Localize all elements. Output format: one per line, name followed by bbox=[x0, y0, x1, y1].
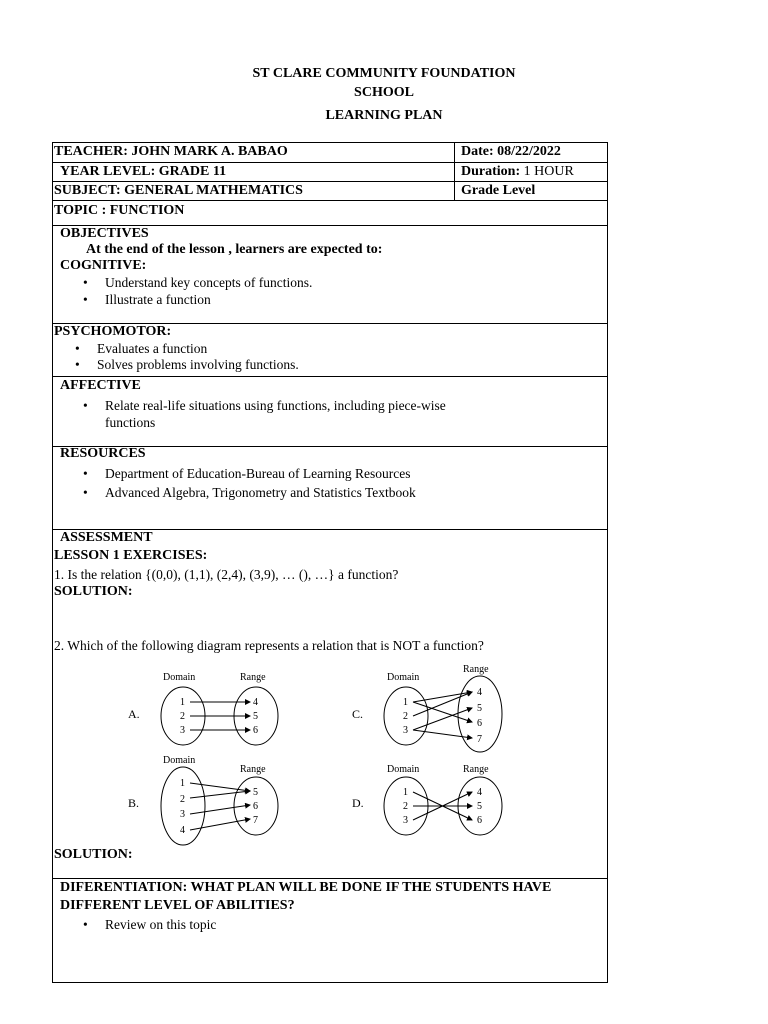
range-value: 5 bbox=[253, 711, 258, 722]
differentiation-title: DIFERENTIATION: WHAT PLAN WILL BE DONE IF THE STUDENTS HAVE bbox=[60, 880, 552, 895]
diagram-c bbox=[352, 664, 502, 752]
teacher-cell: TEACHER: JOHN MARK A. BABAO bbox=[54, 144, 288, 159]
diagram-d-label: D. bbox=[352, 796, 364, 810]
domain-value: 3 bbox=[403, 725, 408, 736]
domain-value: 4 bbox=[180, 825, 185, 836]
objectives-intro: At the end of the lesson , learners are expected to: bbox=[86, 242, 383, 257]
grade-level-cell: Grade Level bbox=[461, 183, 536, 198]
objectives-title: OBJECTIVES bbox=[60, 226, 149, 241]
domain-label: Domain bbox=[163, 755, 196, 766]
duration-cell bbox=[461, 164, 574, 180]
affective-item: • Relate real-life situations using functions, including piece-wise bbox=[105, 398, 446, 414]
psychomotor-title: PSYCHOMOTOR: bbox=[54, 324, 172, 339]
range-value: 7 bbox=[477, 734, 482, 745]
assessment-title: ASSESSMENT bbox=[60, 530, 153, 545]
question-1: 1. Is the relation {(0,0), (1,1), (2,4), (3,9), … (), …} a function? bbox=[54, 567, 399, 582]
school-name: ST CLARE COMMUNITY FOUNDATION bbox=[252, 66, 516, 81]
range-value: 4 bbox=[253, 697, 258, 708]
solution-2-label: SOLUTION: bbox=[54, 847, 133, 862]
domain-label: Domain bbox=[163, 672, 196, 683]
domain-value: 2 bbox=[403, 801, 408, 812]
range-label: Range bbox=[463, 664, 489, 675]
range-label: Range bbox=[463, 764, 489, 775]
range-value: 6 bbox=[253, 725, 258, 736]
domain-value: 1 bbox=[403, 697, 408, 708]
mapping-arrow bbox=[413, 692, 472, 702]
topic-cell: TOPIC : FUNCTION bbox=[54, 203, 185, 218]
domain-value: 2 bbox=[180, 794, 185, 805]
range-value: 6 bbox=[253, 801, 258, 812]
domain-value: 2 bbox=[403, 711, 408, 722]
differentiation-item: • Review on this topic bbox=[105, 917, 216, 933]
range-value: 5 bbox=[253, 787, 258, 798]
domain-value: 3 bbox=[180, 809, 185, 820]
row-divider bbox=[52, 200, 608, 201]
range-value: 6 bbox=[477, 718, 482, 729]
question-2: 2. Which of the following diagram represents a relation that is NOT a function? bbox=[54, 638, 484, 653]
range-label: Range bbox=[240, 764, 266, 775]
column-divider bbox=[454, 142, 455, 200]
range-label: Range bbox=[240, 672, 266, 683]
diagram-a-label: A. bbox=[128, 707, 140, 721]
range-value: 4 bbox=[477, 687, 482, 698]
diagram-d bbox=[352, 764, 502, 835]
domain-value: 3 bbox=[403, 815, 408, 826]
range-value: 5 bbox=[477, 703, 482, 714]
resources-title: RESOURCES bbox=[60, 446, 146, 461]
diagram-b-label: B. bbox=[128, 796, 140, 810]
diagram-a bbox=[128, 672, 278, 745]
range-value: 7 bbox=[253, 815, 258, 826]
affective-item-continued: functions bbox=[105, 415, 156, 430]
row-divider bbox=[52, 878, 608, 879]
mapping-diagrams bbox=[0, 650, 608, 850]
range-value: 4 bbox=[477, 787, 482, 798]
row-divider bbox=[52, 376, 608, 377]
mapping-arrow bbox=[190, 791, 250, 798]
resource-item: • Advanced Algebra, Trigonometry and Statistics Textbook bbox=[105, 485, 416, 501]
domain-value: 1 bbox=[180, 697, 185, 708]
range-value: 6 bbox=[477, 815, 482, 826]
domain-label: Domain bbox=[387, 672, 420, 683]
row-divider bbox=[52, 181, 608, 182]
affective-title: AFFECTIVE bbox=[60, 378, 141, 393]
range-value: 5 bbox=[477, 801, 482, 812]
cognitive-title: COGNITIVE: bbox=[60, 258, 147, 273]
row-divider bbox=[52, 162, 608, 163]
mapping-arrow bbox=[190, 805, 250, 814]
domain-value: 1 bbox=[180, 778, 185, 789]
domain-label: Domain bbox=[387, 764, 420, 775]
cognitive-item: • Illustrate a function bbox=[105, 292, 211, 308]
cognitive-item: • Understand key concepts of functions. bbox=[105, 275, 312, 291]
resource-item: • Department of Education-Bureau of Learning Resources bbox=[105, 466, 411, 482]
subject-cell: SUBJECT: GENERAL MATHEMATICS bbox=[54, 183, 303, 198]
domain-value: 3 bbox=[180, 725, 185, 736]
year-level-cell: YEAR LEVEL: GRADE 11 bbox=[60, 164, 227, 179]
mapping-arrow bbox=[190, 819, 250, 830]
document-title: LEARNING PLAN bbox=[325, 108, 443, 123]
diagram-b bbox=[128, 755, 278, 845]
differentiation-title-line2: DIFFERENT LEVEL OF ABILITIES? bbox=[60, 898, 295, 913]
domain-value: 1 bbox=[403, 787, 408, 798]
domain-value: 2 bbox=[180, 711, 185, 722]
duration-value: 1 HOUR bbox=[520, 164, 574, 179]
school-name-line2: SCHOOL bbox=[354, 85, 414, 100]
solution-1-label: SOLUTION: bbox=[54, 584, 133, 599]
diagram-c-label: C. bbox=[352, 707, 364, 721]
psychomotor-item: • Solves problems involving functions. bbox=[97, 357, 299, 373]
date-cell: Date: 08/22/2022 bbox=[461, 144, 561, 159]
psychomotor-item: • Evaluates a function bbox=[97, 341, 207, 357]
duration-label: Duration: bbox=[461, 164, 521, 179]
lesson-title: LESSON 1 EXERCISES: bbox=[54, 548, 208, 563]
